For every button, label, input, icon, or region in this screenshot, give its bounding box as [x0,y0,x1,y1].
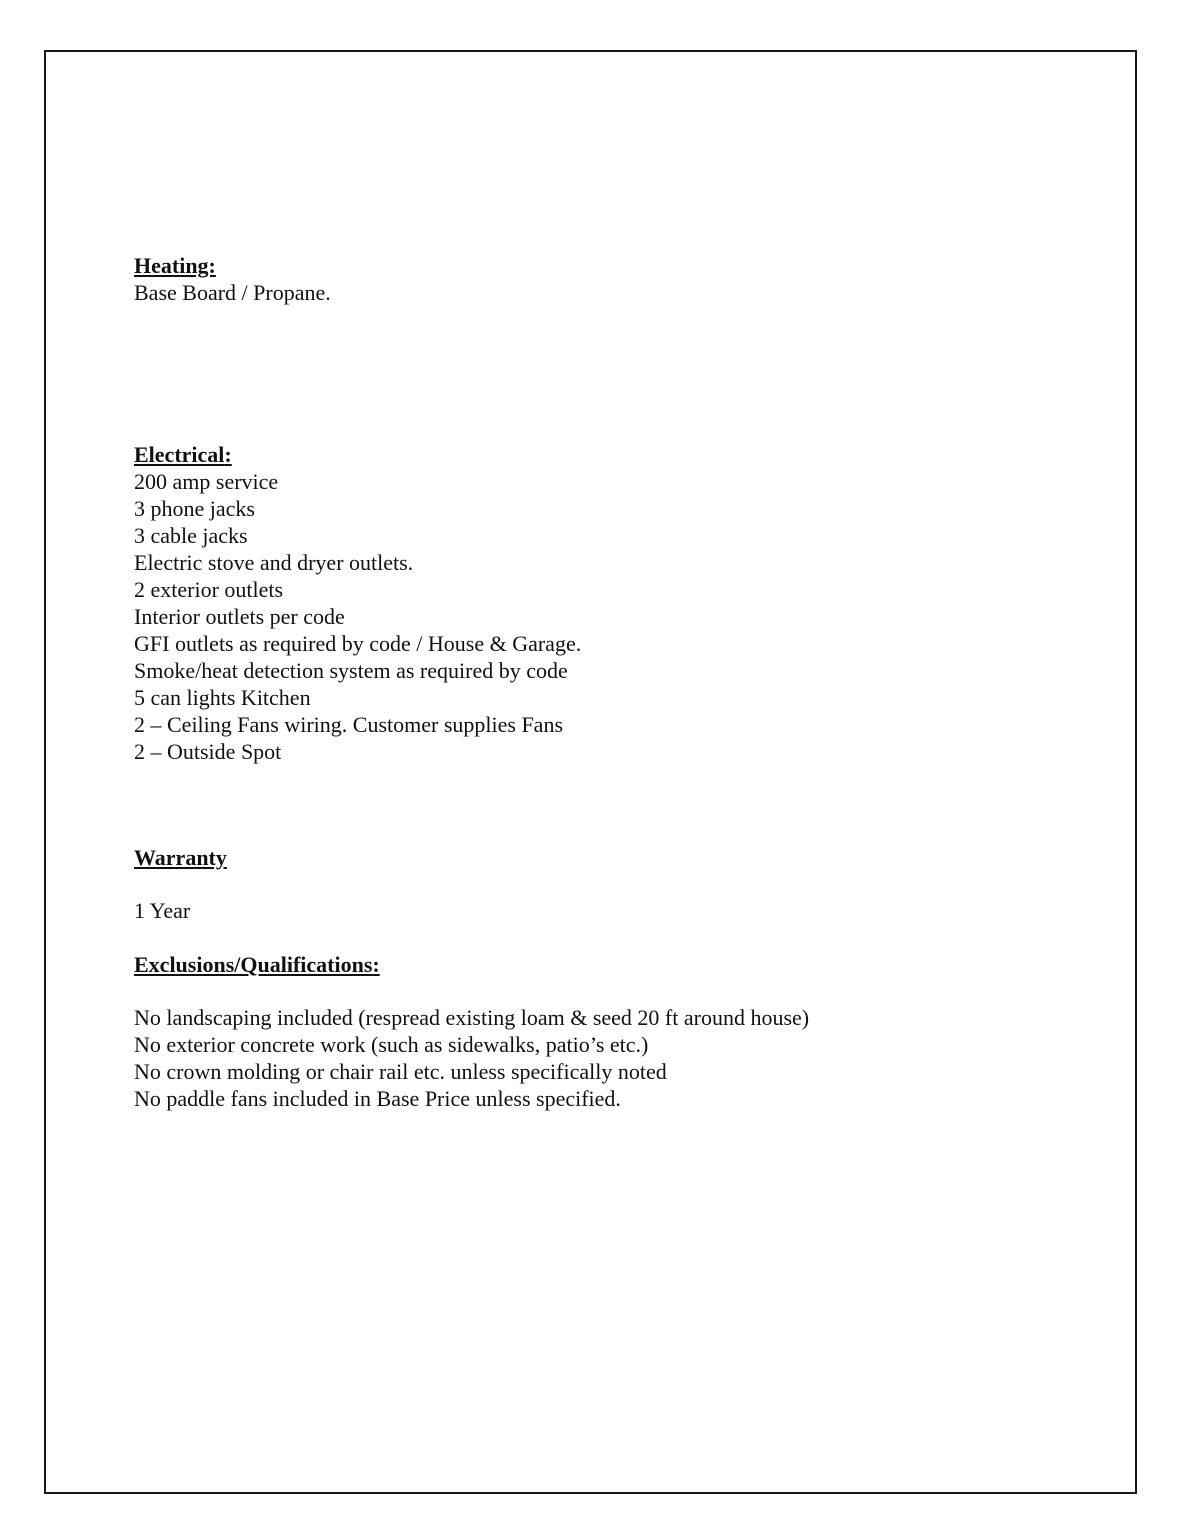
exclusion-line: No crown molding or chair rail etc. unless specifically noted [134,1059,667,1084]
electrical-heading [134,441,1094,468]
warranty-heading: Warranty [134,845,227,870]
warranty-value-section [134,897,1094,924]
exclusions-section [134,951,1094,978]
electrical-heading-colon: : [224,442,232,467]
electrical-line: 2 – Outside Spot [134,739,282,764]
electrical-line: 2 exterior outlets [134,577,284,602]
warranty-section [134,844,1094,871]
heating-heading: Heating: [134,253,216,278]
electrical-line: Interior outlets per code [134,604,345,629]
exclusions-heading-colon: : [372,952,380,977]
electrical-line: Smoke/heat detection system as required by code [134,658,568,683]
warranty-value: 1 Year [134,898,191,923]
exclusions-heading-text: Exclusions/Qualifications [134,952,373,977]
electrical-line: GFI outlets as required by code / House & Garage. [134,631,582,656]
heating-line: Base Board / Propane. [134,280,331,305]
exclusions-heading [134,951,1094,978]
exclusion-line: No exterior concrete work (such as sidewalks, patio’s etc.) [134,1032,649,1057]
electrical-line: 3 cable jacks [134,523,248,548]
exclusion-line: No paddle fans included in Base Price unless specified. [134,1086,621,1111]
heating-section [134,252,1094,306]
electrical-line: Electric stove and dryer outlets. [134,550,414,575]
electrical-line: 2 – Ceiling Fans wiring. Customer supplies Fans [134,712,563,737]
electrical-heading-text: Electrical [134,442,225,467]
electrical-section [134,441,1094,765]
electrical-line: 200 amp service [134,469,279,494]
electrical-line: 5 can lights Kitchen [134,685,311,710]
electrical-line: 3 phone jacks [134,496,255,521]
exclusions-list [134,1004,1094,1112]
exclusion-line: No landscaping included (respread existing loam & seed 20 ft around house) [134,1005,810,1030]
